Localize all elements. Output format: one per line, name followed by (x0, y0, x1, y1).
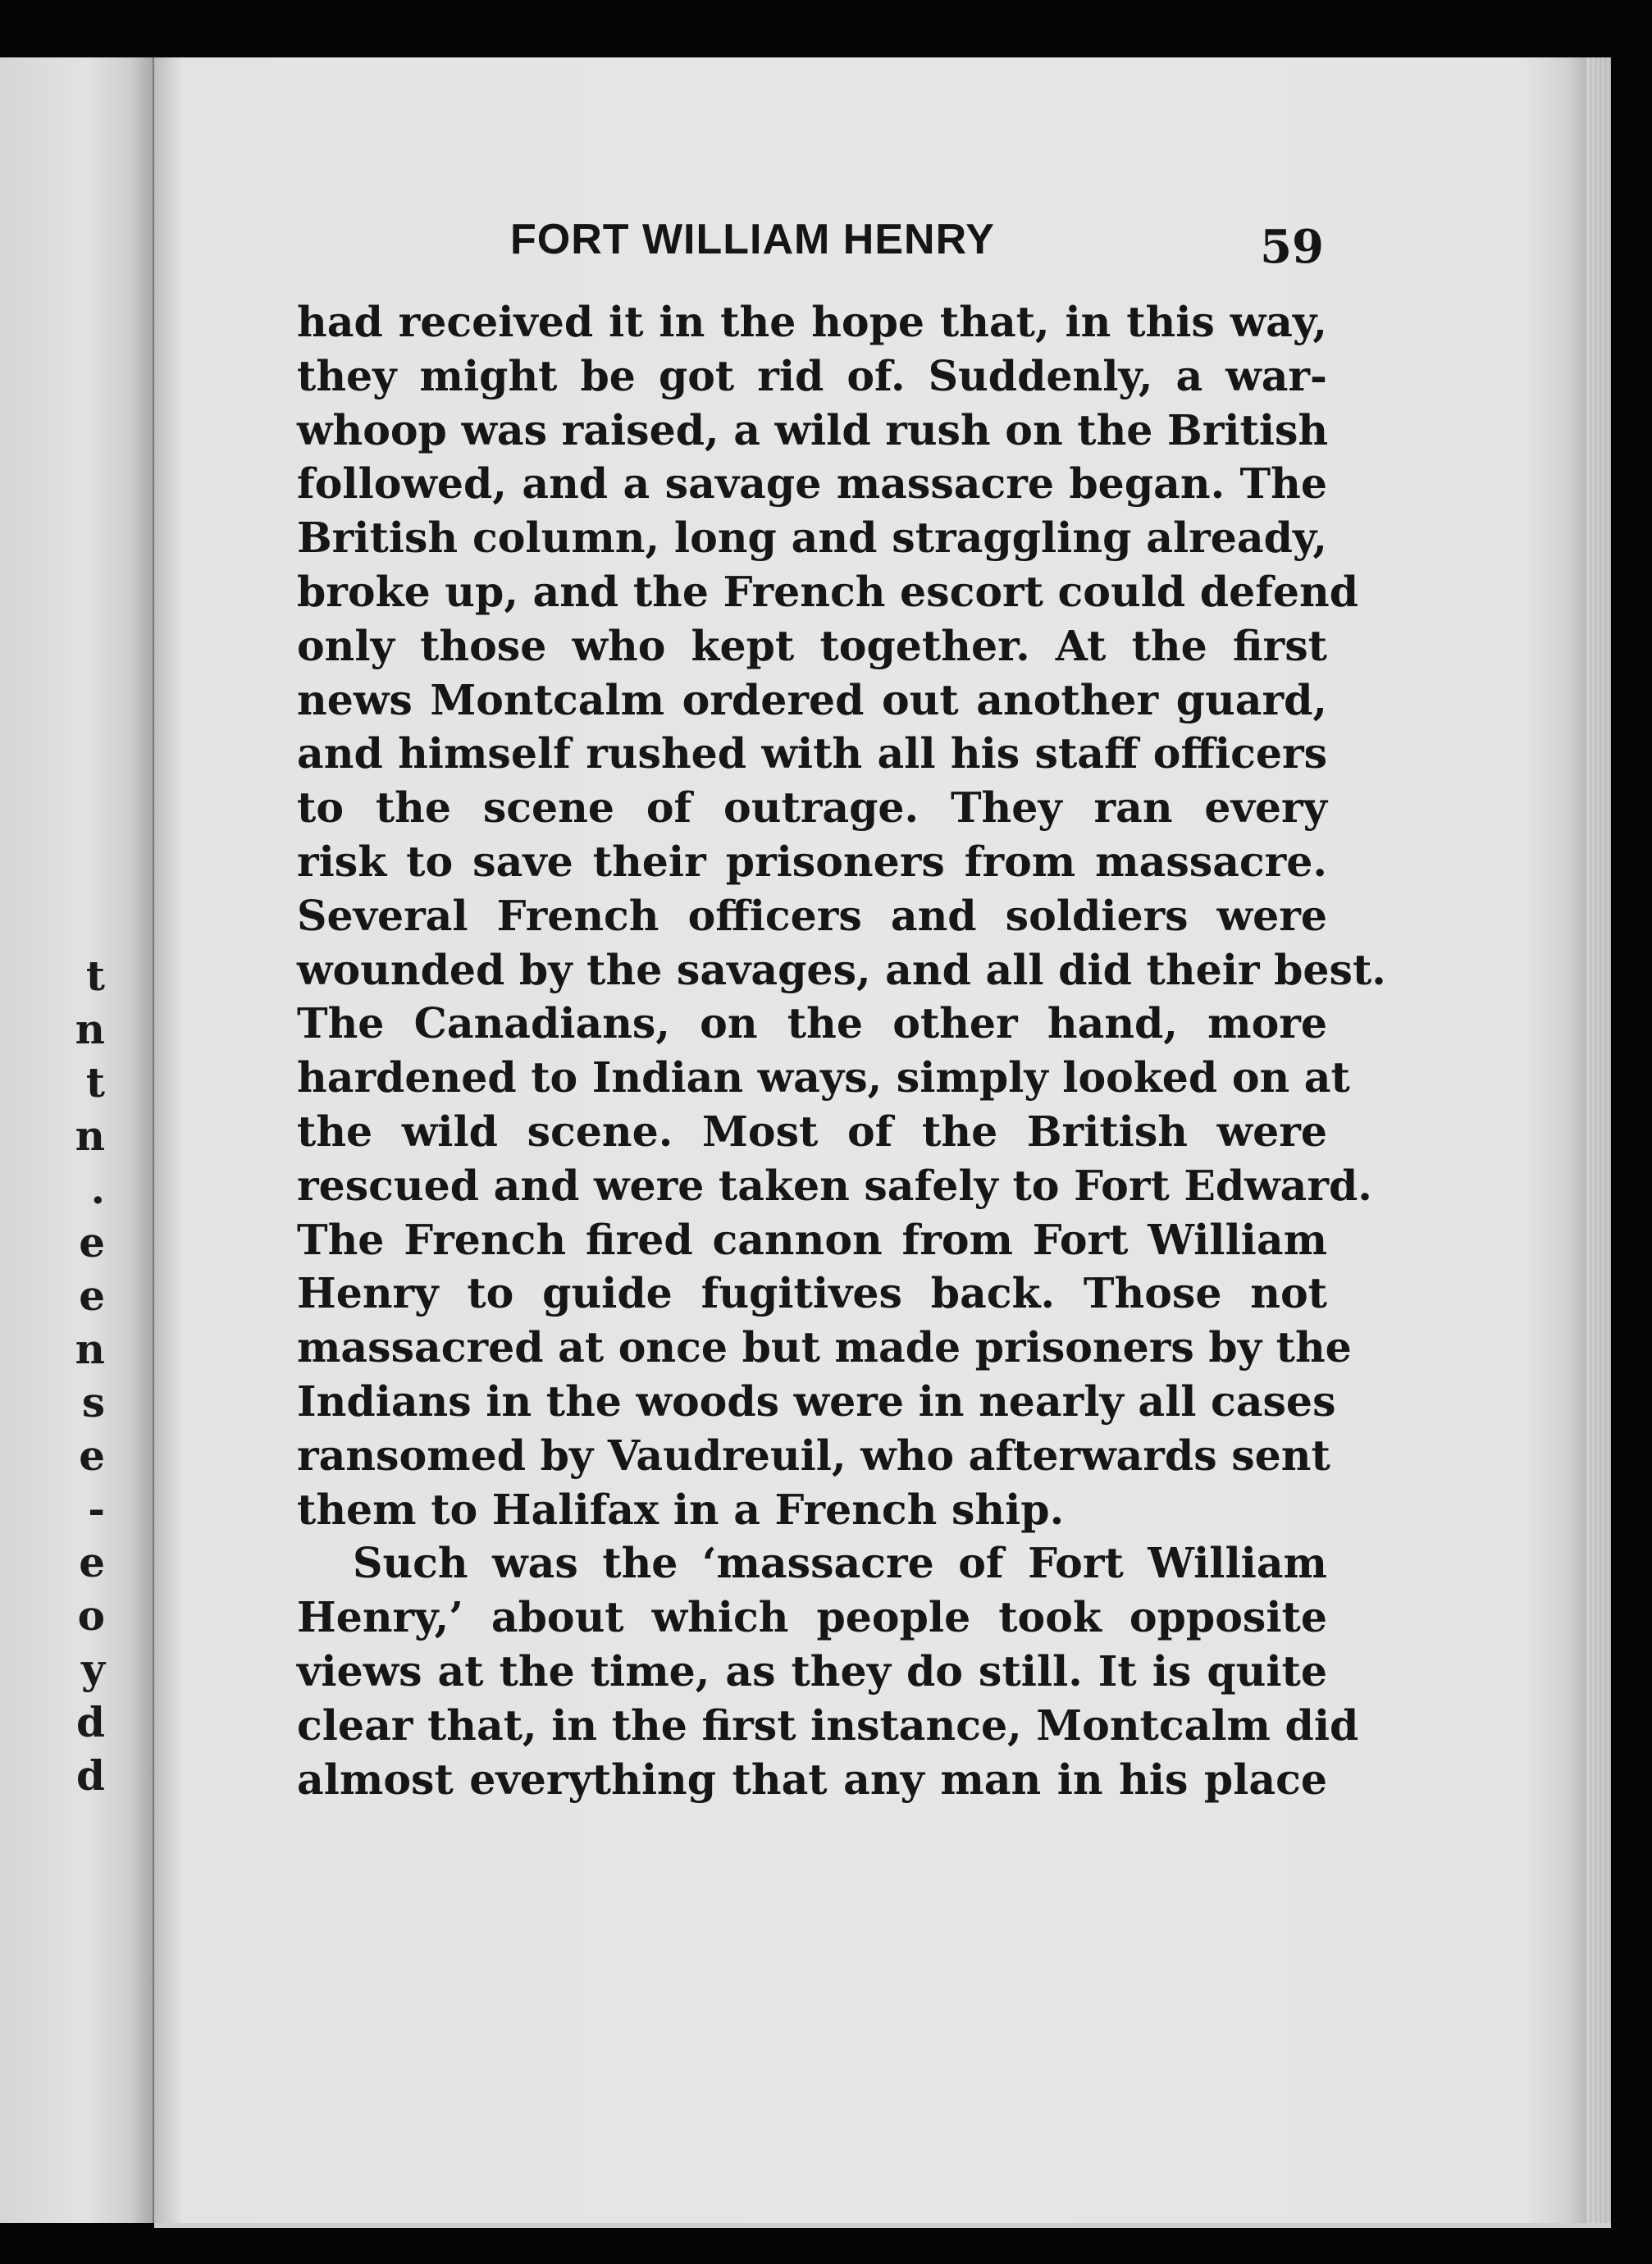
running-head (354, 215, 1324, 276)
left-edge-glyph: e (79, 1218, 105, 1267)
text-line: ransomed by Vaudreuil, who afterwards sent (297, 1431, 1330, 1480)
text-line: wounded by the savages, and all did their best. (297, 945, 1386, 994)
text-line: whoop was raised, a wild rush on the British (297, 405, 1329, 454)
text-line: massacred at once but made prisoners by the (297, 1323, 1352, 1372)
left-edge-glyph: t (85, 952, 105, 1000)
text-line: to the scene of outrage. They ran every (297, 783, 1327, 833)
text-line: clear that, in the first instance, Montcalm did (297, 1700, 1359, 1750)
left-edge-glyph: e (79, 1271, 105, 1320)
left-edge-glyph: n (75, 1111, 105, 1160)
text-line: hardened to Indian ways, simply looked on at (297, 1053, 1350, 1102)
text-line: Indians in the woods were in nearly all cases (297, 1376, 1336, 1426)
text-line: Henry to guide fugitives back. Those not (297, 1269, 1327, 1318)
text-line: Several French officers and soldiers were (297, 891, 1327, 940)
text-line: only those who kept together. At the first (297, 621, 1327, 670)
text-line: broke up, and the French escort could defend (297, 567, 1359, 616)
left-edge-glyph: n (75, 1005, 105, 1053)
body-text (297, 295, 1386, 1806)
left-edge-glyph: o (77, 1591, 105, 1640)
left-edge-glyph: e (79, 1538, 105, 1586)
text-line: The French fired cannon from Fort William (297, 1215, 1327, 1264)
left-page-edge (0, 57, 154, 2223)
left-edge-glyph: n (75, 1325, 105, 1373)
left-edge-glyph: d (76, 1751, 105, 1800)
text-line: news Montcalm ordered out another guard, (297, 675, 1327, 724)
running-title: FORT WILLIAM HENRY (510, 216, 995, 263)
paragraph-end-line: them to Halifax in a French ship. (297, 1485, 1065, 1534)
text-line: and himself rushed with all his staff officers (297, 729, 1327, 778)
left-edge-glyph: d (76, 1698, 105, 1746)
left-edge-glyph: y (80, 1645, 105, 1693)
page-edge-shading (1586, 57, 1611, 2223)
page-number: 59 (1260, 220, 1324, 274)
text-line: views at the time, as they do still. It is quite (297, 1646, 1327, 1696)
text-line: had received it in the hope that, in this way, (297, 298, 1327, 346)
text-line: followed, and a savage massacre began. The (297, 459, 1327, 509)
left-edge-glyph: e (79, 1431, 105, 1480)
text-line: almost everything that any man in his place (297, 1755, 1327, 1804)
text-line: British column, long and straggling already, (297, 514, 1327, 563)
left-edge-glyph: - (88, 1485, 105, 1533)
paragraph-start-line: Such was the ‘massacre of Fort William (353, 1539, 1327, 1588)
text-line: they might be got rid of. Suddenly, a war- (297, 351, 1327, 400)
left-edge-glyph: s (81, 1378, 105, 1426)
text-line: risk to save their prisoners from massacre. (297, 837, 1327, 886)
text-line: the wild scene. Most of the British were (297, 1107, 1327, 1156)
text-line: The Canadians, on the other hand, more (297, 999, 1327, 1048)
left-edge-glyph: t (85, 1058, 105, 1107)
text-line: Henry,’ about which people took opposite (297, 1593, 1327, 1642)
left-edge-glyph: . (90, 1165, 105, 1213)
text-line: rescued and were taken safely to Fort Edward. (297, 1161, 1372, 1210)
